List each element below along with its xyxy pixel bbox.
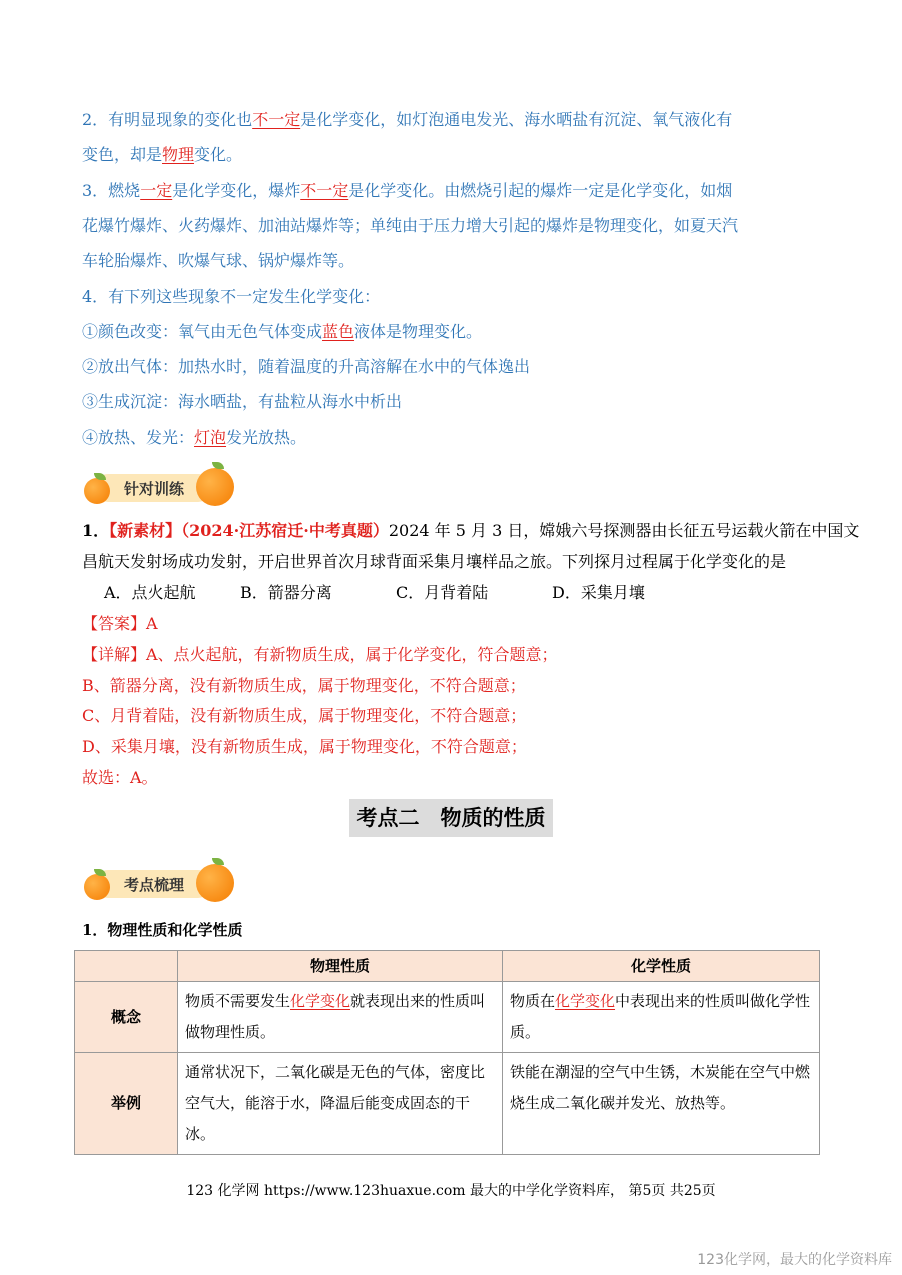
note-3-line3: [82, 251, 354, 271]
detail-choose: [82, 768, 158, 788]
cell-text: 物质在: [510, 992, 556, 1010]
table-row: [75, 982, 820, 1053]
question-text: 昌航天发射场成功发射，开启世界首次月球背面采集月壤样品之旅。下列探月过程属于化学变化的是: [82, 552, 787, 571]
note-2-line2: [82, 145, 242, 165]
note-highlight: 一定: [140, 181, 173, 200]
cell-text: 中表现出来的性质叫做化学性质。: [510, 992, 811, 1041]
note-text: 变化。: [194, 145, 243, 164]
option-label: B．箭器分离: [240, 583, 332, 602]
note-item-1: [82, 322, 482, 342]
training-badge: [84, 464, 234, 504]
note-text: 4．有下列这些现象不一定发生化学变化：: [82, 287, 381, 306]
note-2-line1: [82, 110, 732, 130]
question-text: 2024 年 5 月 3 日，嫦娥六号探测器由长征五号运载火箭在中国文: [388, 521, 860, 540]
cell-text: 就表现出来的性质叫做物理性质。: [185, 992, 486, 1041]
note-item-4: [82, 428, 306, 448]
row-head-concept: 概念: [75, 982, 178, 1053]
note-text: ①颜色改变：氧气由无色气体变成: [82, 322, 323, 341]
table-corner: [75, 951, 178, 982]
detail-c: [82, 706, 526, 726]
option-d: [552, 583, 645, 603]
cell-chemical-concept: [503, 982, 820, 1053]
note-highlight: 蓝色: [322, 322, 355, 341]
note-text: 是化学变化，爆炸: [172, 181, 301, 200]
option-label: A．点火起航: [104, 583, 196, 602]
cell-text: 物质不需要发生: [185, 992, 291, 1010]
option-a: [104, 583, 196, 603]
note-text: 3．燃烧: [82, 181, 141, 200]
section-title: 考点二 物质的性质: [349, 799, 553, 837]
note-highlight: 物理: [162, 145, 195, 164]
orange-icon: [196, 468, 234, 506]
properties-table: [74, 950, 820, 1155]
note-text: ③生成沉淀：海水晒盐，有盐粒从海水中析出: [82, 392, 403, 411]
cell-highlight: 化学变化: [555, 992, 616, 1010]
orange-icon: [196, 864, 234, 902]
orange-icon: [84, 874, 110, 900]
detail-text: B、箭器分离，没有新物质生成，属于物理变化，不符合题意；: [82, 676, 526, 695]
row-head-example: 举例: [75, 1053, 178, 1155]
detail-text: 【详解】A、点火起航，有新物质生成，属于化学变化，符合题意；: [82, 645, 558, 664]
note-text: ④放热、发光：: [82, 428, 195, 447]
note-item-3: [82, 392, 402, 412]
question-tag: 【新素材】（2024·江苏宿迁·中考真题）: [109, 521, 389, 540]
detail-text: C、月背着陆，没有新物质生成，属于物理变化，不符合题意；: [82, 706, 527, 725]
note-highlight: 不一定: [252, 110, 301, 129]
note-highlight: 不一定: [300, 181, 349, 200]
question-line1: [82, 521, 859, 541]
detail-text: D、采集月壤，没有新物质生成，属于物理变化，不符合题意；: [82, 737, 527, 756]
answer: [82, 614, 158, 634]
cell-physical-example: 通常状况下，二氧化碳是无色的气体，密度比空气大，能溶于水，降温后能变成固态的干冰。: [178, 1053, 503, 1155]
note-text: ②放出气体：加热水时，随着温度的升高溶解在水中的气体逸出: [82, 357, 531, 376]
note-text: 发光放热。: [226, 428, 307, 447]
table-header-row: [75, 951, 820, 982]
table-col-chemical: 化学性质: [503, 951, 820, 982]
note-text: 是化学变化，如灯泡通电发光、海水晒盐有沉淀、氧气液化有: [300, 110, 733, 129]
note-item-2: [82, 357, 530, 377]
note-text: 花爆竹爆炸、火药爆炸、加油站爆炸等；单纯由于压力增大引起的爆炸是物理变化，如夏天汽: [82, 216, 739, 235]
orange-icon: [84, 478, 110, 504]
question-line2: [82, 552, 786, 572]
badge-label: 针对训练: [124, 480, 185, 498]
option-label: C．月背着陆: [396, 583, 489, 602]
cell-highlight: 化学变化: [290, 992, 351, 1010]
option-b: [240, 583, 332, 603]
note-text: 2．有明显现象的变化也: [82, 110, 253, 129]
note-4: [82, 287, 380, 307]
option-label: D．采集月壤: [552, 583, 645, 602]
note-text: 是化学变化。由燃烧引起的爆炸一定是化学变化，如烟: [348, 181, 733, 200]
page-footer: 123 化学网 https://www.123huaxue.com 最大的中学化学资料库， 第5页 共25页: [186, 1183, 716, 1199]
badge-pill: [94, 870, 212, 898]
watermark: 123化学网，最大的化学资料库: [697, 1252, 892, 1268]
note-3-line2: [82, 216, 738, 236]
note-text: 变色，却是: [82, 145, 163, 164]
detail-text: 故选：A。: [82, 768, 158, 787]
note-text: 液体是物理变化。: [354, 322, 483, 341]
answer-text: 【答案】A: [82, 614, 158, 633]
table-row: [75, 1053, 820, 1155]
note-highlight: 灯泡: [194, 428, 227, 447]
question-number: 1．: [82, 521, 110, 540]
detail-d: [82, 737, 527, 757]
table-col-physical: 物理性质: [178, 951, 503, 982]
subheading: 1．物理性质和化学性质: [82, 921, 243, 939]
badge-label: 考点梳理: [124, 876, 185, 894]
cell-physical-concept: [178, 982, 503, 1053]
badge-pill: [94, 474, 212, 502]
detail-b: [82, 676, 526, 696]
option-c: [396, 583, 488, 603]
detail-a: [82, 645, 558, 665]
note-text: 车轮胎爆炸、吹爆气球、锅炉爆炸等。: [82, 251, 355, 270]
review-badge: [84, 860, 234, 900]
note-3-line1: [82, 181, 732, 201]
cell-chemical-example: 铁能在潮湿的空气中生锈，木炭能在空气中燃烧生成二氧化碳并发光、放热等。: [503, 1053, 820, 1155]
